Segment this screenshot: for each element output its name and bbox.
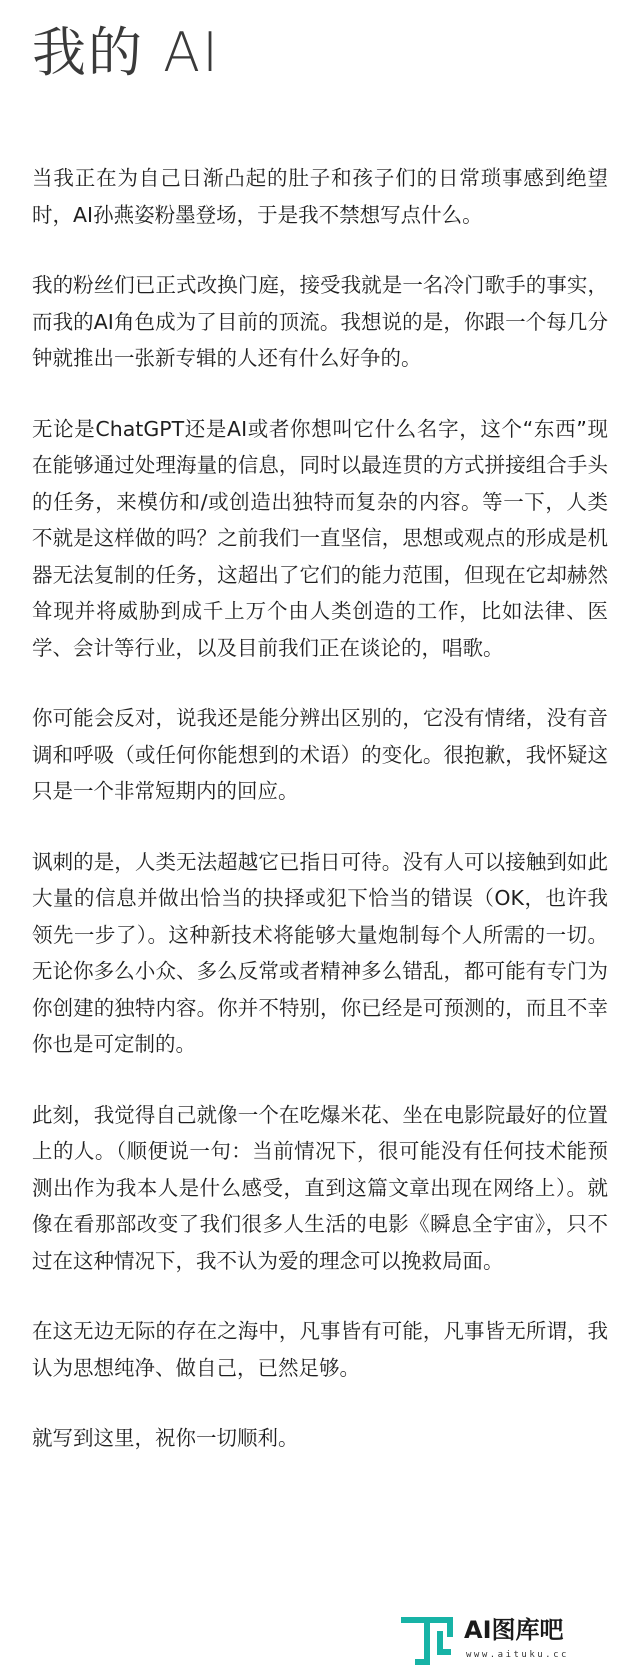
watermark-url: www.aituku.cc: [466, 1650, 569, 1660]
paragraph: 在这无边无际的存在之海中，凡事皆有可能，凡事皆无所谓，我认为思想纯净、做自己，已然足够。: [32, 1319, 608, 1380]
paragraph: 此刻，我觉得自己就像一个在吃爆米花、坐在电影院最好的位置上的人。（顺便说一句：当前情况下，很可能没有任何技术能预测出作为我本人是什么感受，直到这篇文章出现在网络上）。就像在看那部改变了我们很多人生活的电影《瞬息全宇宙》，只不过在这种情况下，我不认为爱的理念可以挽救局面。: [32, 1102, 608, 1273]
article-body: [32, 160, 608, 1491]
watermark: [400, 1612, 600, 1666]
article-title: 我的 AI: [32, 21, 221, 84]
paragraph: 你可能会反对，说我还是能分辨出区别的，它没有情绪，没有音调和呼吸（或任何你能想到的术语）的变化。很抱歉，我怀疑这只是一个非常短期内的回应。: [32, 706, 608, 803]
aituku-logo-icon: [400, 1612, 454, 1666]
paragraph: 我的粉丝们已正式改换门庭，接受我就是一名冷门歌手的事实，而我的AI角色成为了目前的顶流。我想说的是，你跟一个每几分钟就推出一张新专辑的人还有什么好争的。: [32, 273, 608, 370]
paragraph: 无论是ChatGPT还是AI或者你想叫它什么名字，这个“东西”现在能够通过处理海量的信息，同时以最连贯的方式拼接组合手头的任务，来模仿和/或创造出独特而复杂的内容。等一下，人类不就是这样做的吗？之前我们一直坚信，思想或观点的形成是机器无法复制的任务，这超出了它们的能力范围，但现在它却赫然耸现并将威胁到成千上万个由人类创造的工作，比如法律、医学、会计等行业，以及目前我们正在谈论的，唱歌。: [32, 416, 608, 660]
watermark-text: AI图库吧: [464, 1616, 564, 1644]
paragraph: 就写到这里，祝你一切顺利。: [32, 1426, 299, 1450]
paragraph: 当我正在为自己日渐凸起的肚子和孩子们的日常琐事感到绝望时，AI孙燕姿粉墨登场，于是我不禁想写点什么。: [32, 166, 608, 227]
paragraph: 讽刺的是，人类无法超越它已指日可待。没有人可以接触到如此大量的信息并做出恰当的抉择或犯下恰当的错误（OK，也许我领先一步了）。这种新技术将能够大量炮制每个人所需的一切。无论你多么小众、多么反常或者精神多么错乱，都可能有专门为你创建的独特内容。你并不特别，你已经是可预测的，而且不幸你也是可定制的。: [32, 849, 608, 1056]
